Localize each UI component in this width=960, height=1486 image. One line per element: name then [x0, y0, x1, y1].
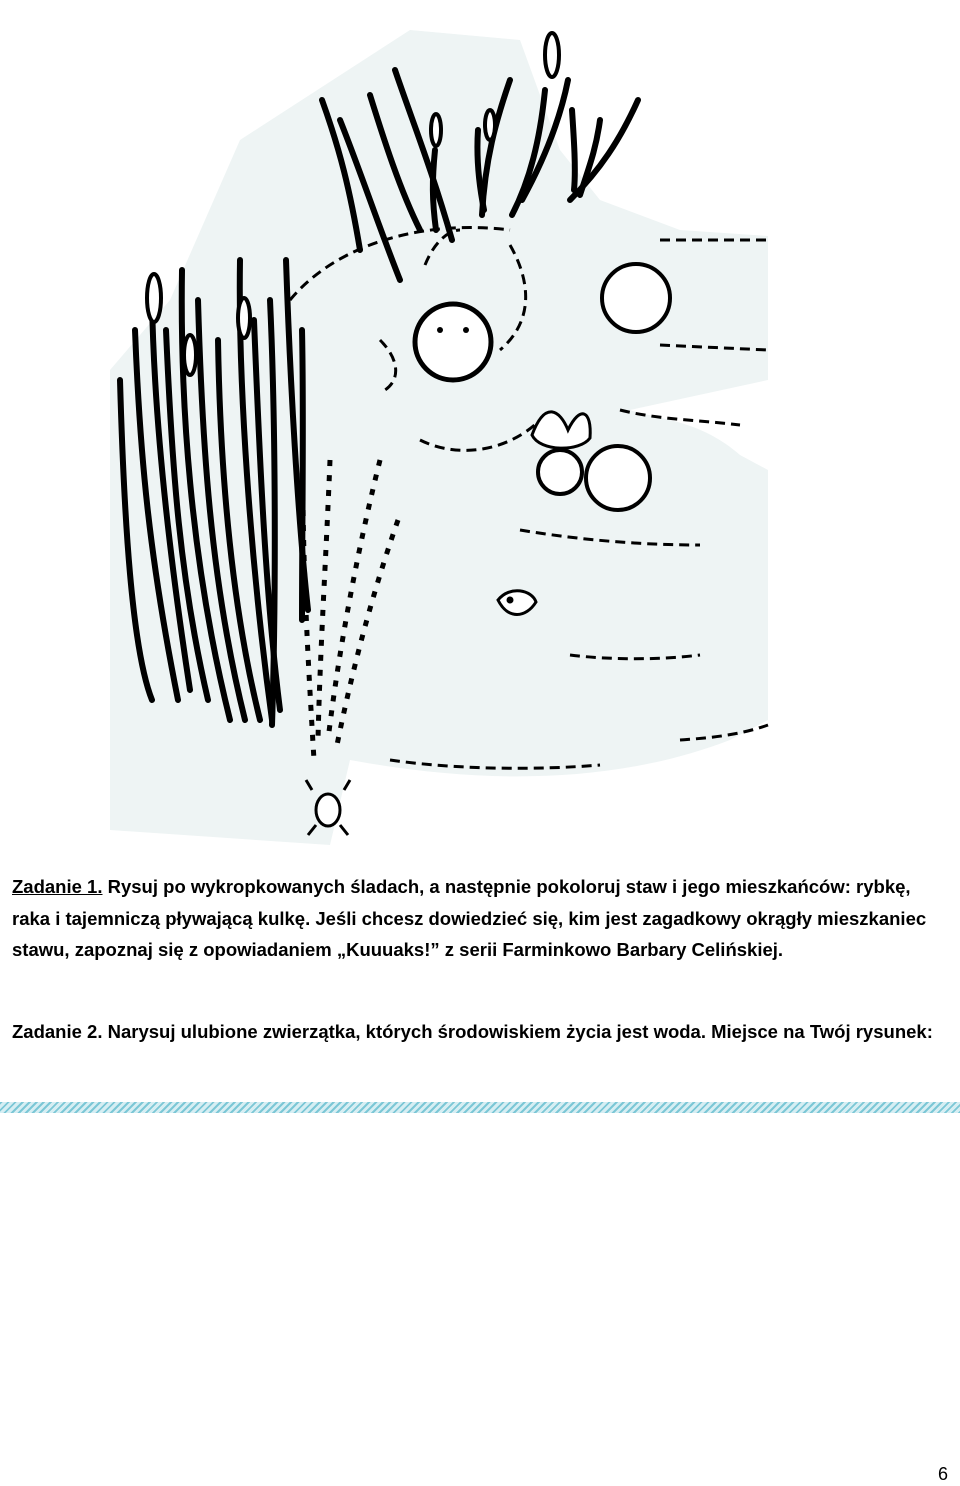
pond-background — [110, 30, 768, 845]
floating-ball — [415, 304, 491, 380]
section-divider — [0, 1102, 960, 1113]
task-2-text: Narysuj ulubione zwierzątka, których środowiskiem życia jest woda. Miejsce na Twój rysunek: — [102, 1021, 933, 1042]
task-1-text: Rysuj po wykropkowanych śladach, a następnie pokoloruj staw i jego mieszkańców: rybkę, raka i tajemniczą pływającą kulkę. Jeśli chcesz dowiedzieć się, kim jest zagadkowy okrągły mieszkaniec stawu, zapoznaj się z opowiadaniem „Kuuuaks!” z serii Farminkowo Barbary Celińskiej. — [12, 876, 927, 960]
page-number: 6 — [937, 1464, 948, 1484]
task-1-label: Zadanie 1. — [12, 876, 103, 897]
water-lily — [532, 412, 590, 448]
drawing-area[interactable] — [0, 1120, 960, 1440]
task-1-paragraph — [12, 871, 948, 966]
pond-drawing — [40, 0, 920, 850]
task-2-paragraph — [12, 1016, 948, 1048]
pond-illustration — [40, 0, 920, 850]
task-2-label: Zadanie 2. — [12, 1021, 103, 1042]
